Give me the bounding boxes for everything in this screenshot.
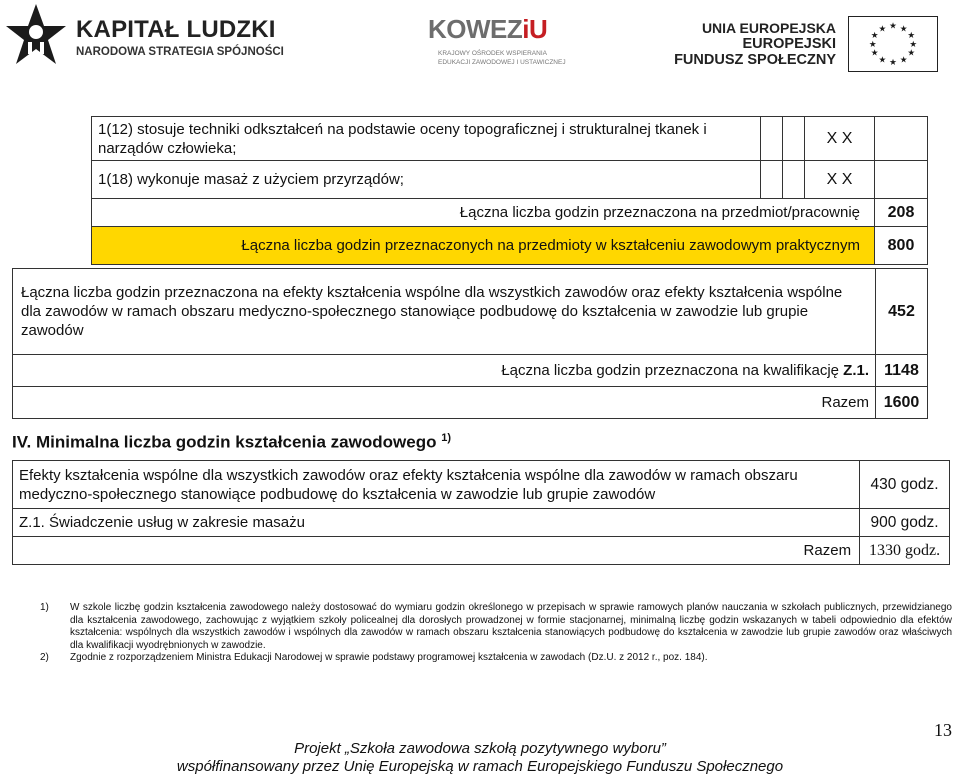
kowezu-title-main: KOWEZ: [428, 14, 523, 44]
svg-text:★: ★: [870, 31, 879, 42]
eu-line3: FUNDUSZ SPOŁECZNY: [674, 52, 836, 68]
kapital-ludzki-title: KAPITAŁ LUDZKI: [76, 16, 276, 43]
svg-text:★: ★: [899, 24, 908, 35]
practical-total-row: [92, 227, 928, 265]
eu-line1: UNIA EUROPEJSKA: [701, 20, 836, 36]
qualification-hours: 900 godz.: [860, 509, 950, 537]
empty-cell: [783, 161, 805, 199]
kowezu-title: [428, 14, 547, 45]
kowezu-subtitle-line2: EDUKACJI ZAWODOWEJ I USTAWICZNEJ: [438, 59, 566, 66]
common-effects-text: Efekty kształcenia wspólne dla wszystkich zawodów oraz efekty kształcenia wspólne dla zawodów w ramach obszaru medyczno-społecznego stanowiące podbudowę do kształcenia w zawodzie lub grupie zawodów: [13, 461, 860, 509]
footer-line2: współfinansowany przez Unię Europejską w ramach Europejskiego Funduszu Społecznego: [176, 758, 784, 775]
practical-total-value: 800: [875, 227, 928, 265]
effect-marks: X X: [805, 117, 875, 161]
common-effects-hours: 430 godz.: [860, 461, 950, 509]
footer-line1: Projekt „Szkoła zawodowa szkołą pozytywnego wyboru”: [294, 740, 666, 757]
footnote: [40, 652, 952, 665]
common-effects-label: Łączna liczba godzin przeznaczona na efekty kształcenia wspólne dla wszystkich zawodów oraz efekty kształcenia wspólne dla zawodów w ramach obszaru medyczno-społecznego stanowiące podbudowę do kształcenia w zawodzie lub grupie zawodów: [13, 269, 876, 355]
kowezu-title-accent: iU: [522, 14, 548, 44]
qualification-code: Z.1.: [843, 362, 870, 379]
effect-text: 1(12) stosuje techniki odkształceń na podstawie oceny topograficznej i strukturalnej tkanek i narządów człowieka;: [92, 117, 761, 161]
eu-logo-text: [674, 20, 836, 68]
subject-total-row: [92, 199, 928, 227]
qualification-cell: [13, 355, 876, 387]
kowezu-logo: [428, 14, 566, 72]
subject-total-label: Łączna liczba godzin przeznaczona na przedmiot/pracownię: [92, 199, 875, 227]
module-effects-table: [91, 116, 928, 265]
svg-text:★: ★: [868, 39, 877, 50]
eu-flag-icon: [848, 16, 938, 72]
common-effects-value: 452: [876, 269, 928, 355]
empty-cell: [875, 117, 928, 161]
eu-logo: [674, 14, 954, 74]
section-title-note: 1): [441, 432, 451, 444]
empty-cell: [875, 161, 928, 199]
svg-text:★: ★: [878, 24, 887, 35]
kowezu-subtitle-line1: KRAJOWY OŚRODEK WSPIERANIA: [438, 50, 547, 57]
total-row: [13, 387, 928, 419]
kapital-ludzki-mark-icon: [6, 2, 66, 70]
empty-cell: [761, 117, 783, 161]
qualification-value: 1148: [876, 355, 928, 387]
qualification-row: [13, 355, 928, 387]
total-label: Razem: [13, 387, 876, 419]
footnote: [40, 602, 952, 652]
qualification-label: Łączna liczba godzin przeznaczona na kwalifikację: [501, 362, 844, 379]
svg-text:★: ★: [907, 31, 916, 42]
footnote-number: 1): [40, 602, 49, 613]
footnote-number: 2): [40, 652, 49, 663]
total-value: 1600: [876, 387, 928, 419]
section-title-text: IV. Minimalna liczba godzin kształcenia zawodowego: [12, 432, 437, 452]
common-effects-row: [13, 269, 928, 355]
page-number: 13: [934, 720, 952, 740]
eu-line2: EUROPEJSKI: [742, 36, 836, 52]
section-title: [12, 432, 451, 453]
svg-text:★: ★: [889, 21, 897, 32]
kapital-ludzki-logo: [6, 2, 284, 72]
effect-text: 1(18) wykonuje masaż z użyciem przyrządów;: [92, 161, 761, 199]
total-row: [13, 537, 950, 565]
svg-text:★: ★: [909, 39, 918, 50]
table-row: [13, 509, 950, 537]
footnotes: [40, 602, 952, 665]
empty-cell: [783, 117, 805, 161]
total-label: Razem: [13, 537, 860, 565]
table-row: [92, 117, 928, 161]
effect-marks: X X: [805, 161, 875, 199]
qualification-text: Z.1. Świadczenie usług w zakresie masażu: [13, 509, 860, 537]
page-footer: [0, 740, 960, 775]
minimum-hours-table: [12, 460, 950, 565]
svg-text:★: ★: [889, 58, 897, 69]
svg-text:★: ★: [907, 48, 916, 59]
kapital-ludzki-subtitle: NARODOWA STRATEGIA SPÓJNOŚCI: [76, 46, 284, 58]
footnote-text: W szkole liczbę godzin kształcenia zawodowego należy dostosować do wymiaru godzin określonego w przepisach w sprawie ramowych planów nauczania w szkołach publicznych, przewidzianego dla kształcenia zawodowego, zachowując z wyjątkiem szkoły policealnej dla dorosłych prowadzonej w formie stacjonarnej, minimalną liczbę godzin wskazanych w tabeli odpowiednio dla efektów kształcenia: wspólnych dla wszystkich zawodów i wspólnych dla zawodów w ramach obszaru kształcenia stanowiących podbudowę do kształcenia w zawodzie lub grupie zawodów oraz właściwych dla kwalifikacji wyodrębnionych w zawodzie.: [70, 602, 952, 651]
footnote-text: Zgodnie z rozporządzeniem Ministra Edukacji Narodowej w sprawie podstawy programowej kształcenia w zawodach (Dz.U. z 2012 r., poz. 184).: [70, 652, 708, 663]
svg-text:★: ★: [870, 48, 879, 59]
svg-text:★: ★: [878, 55, 887, 66]
page-header: [0, 0, 960, 80]
table-row: [92, 161, 928, 199]
hours-summary-table: [12, 268, 928, 419]
total-hours: 1330 godz.: [860, 537, 950, 565]
subject-total-value: 208: [875, 199, 928, 227]
empty-cell: [761, 161, 783, 199]
table-row: [13, 461, 950, 509]
svg-text:★: ★: [899, 55, 908, 66]
practical-total-label: Łączna liczba godzin przeznaczonych na przedmioty w kształceniu zawodowym praktycznym: [92, 227, 875, 265]
